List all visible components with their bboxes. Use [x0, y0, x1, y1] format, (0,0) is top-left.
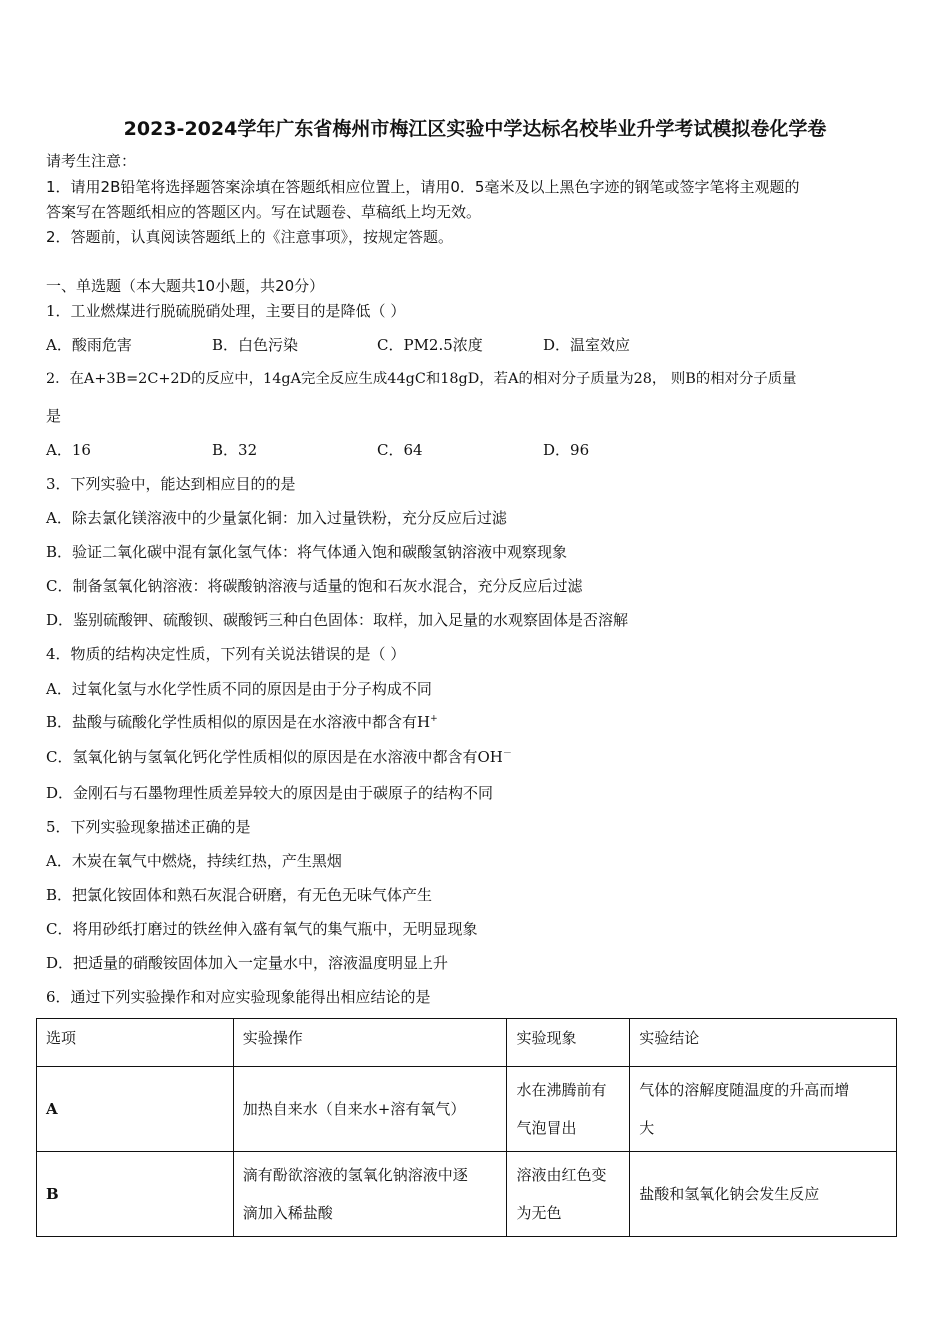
- row-b-phenomenon-line1: 溶液由红色变: [516, 1166, 607, 1184]
- q4-option-b: [46, 712, 438, 732]
- row-b-phenomenon: [507, 1152, 630, 1237]
- header-operation: 实验操作: [233, 1019, 507, 1067]
- q4-option-d: D．金刚石与石墨物理性质差异较大的原因是由于碳原子的结构不同: [46, 784, 494, 802]
- row-a-operation-line1: 加热自来水（自来水+溶有氧气）: [242, 1100, 466, 1118]
- row-b-conclusion: [630, 1152, 897, 1237]
- row-b-option: B: [37, 1152, 234, 1237]
- row-b-conclusion-line1: 盐酸和氢氧化钠会发生反应: [639, 1185, 820, 1203]
- q3-stem: 3．下列实验中，能达到相应目的的是: [46, 475, 296, 493]
- q4-option-c-charge: －: [502, 749, 512, 759]
- q3-option-b: B．验证二氧化碳中混有氯化氢气体：将气体通入饱和碳酸氢钠溶液中观察现象: [46, 543, 568, 561]
- row-a-operation: [233, 1067, 507, 1152]
- row-b-phenomenon-line2: 为无色: [516, 1204, 562, 1222]
- exam-title: 2023-2024学年广东省梅州市梅江区实验中学达标名校毕业升学考试模拟卷化学卷: [123, 118, 827, 140]
- row-b-operation-line1: 滴有酚欲溶液的氢氧化钠溶液中逐: [242, 1166, 468, 1184]
- row-b-operation-line2: 滴加入稀盐酸: [242, 1204, 333, 1222]
- row-b-operation: [233, 1152, 507, 1237]
- q2-option-d: D．96: [543, 441, 590, 459]
- q4-stem: 4．物质的结构决定性质，下列有关说法错误的是（ ）: [46, 645, 406, 663]
- q2-stem-cont: 是: [46, 407, 62, 425]
- q5-option-b: B．把氯化铵固体和熟石灰混合研磨，有无色无味气体产生: [46, 886, 433, 904]
- table-row: [37, 1067, 897, 1152]
- q5-option-d: D．把适量的硝酸铵固体加入一定量水中，溶液温度明显上升: [46, 954, 449, 972]
- q5-option-c: C．将用砂纸打磨过的铁丝伸入盛有氧气的集气瓶中，无明显现象: [46, 920, 478, 938]
- row-a-phenomenon-line1: 水在沸腾前有: [516, 1081, 607, 1099]
- q1-option-b: B．白色污染: [212, 336, 299, 354]
- q4-option-b-charge: +: [430, 714, 438, 724]
- row-a-conclusion: [630, 1067, 897, 1152]
- row-a-conclusion-line1: 气体的溶解度随温度的升高而增: [639, 1081, 850, 1099]
- header-phenomenon: 实验现象: [507, 1019, 630, 1067]
- table-header-row: [37, 1019, 897, 1067]
- q4-option-c: [46, 747, 512, 767]
- notice-line-2: 2．答题前，认真阅读答题纸上的《注意事项》，按规定答题。: [46, 228, 454, 246]
- notice-line-1-cont: 答案写在答题纸相应的答题区内。写在试题卷、草稿纸上均无效。: [46, 203, 482, 221]
- q1-option-d: D．温室效应: [543, 336, 631, 354]
- row-a-option: A: [37, 1067, 234, 1152]
- q3-option-a: A．除去氯化镁溶液中的少量氯化铜：加入过量铁粉，充分反应后过滤: [46, 509, 507, 527]
- header-option: 选项: [37, 1019, 234, 1067]
- header-conclusion: 实验结论: [630, 1019, 897, 1067]
- q6-table: [36, 1018, 897, 1237]
- q5-stem: 5．下列实验现象描述正确的是: [46, 818, 251, 836]
- q1-stem: 1．工业燃煤进行脱硫脱硝处理，主要目的是降低（ ）: [46, 302, 406, 320]
- section-heading: 一、单选题（本大题共10小题，共20分）: [46, 277, 325, 295]
- q1-option-a: A．酸雨危害: [46, 336, 132, 354]
- q1-option-c: C．PM2.5浓度: [377, 336, 483, 354]
- notice-heading: 请考生注意：: [46, 152, 137, 170]
- q2-stem: 2．在A+3B=2C+2D的反应中，14gA完全反应生成44gC和18gD，若A的相对分子质量为28， 则B的相对分子质量: [46, 371, 797, 387]
- q4-option-b-text: B．盐酸与硫酸化学性质相似的原因是在水溶液中都含有H: [46, 713, 431, 731]
- notice-line-1: 1．请用2B铅笔将选择题答案涂填在答题纸相应位置上，请用0．5毫米及以上黑色字迹的钢笔或签字笔将主观题的: [46, 178, 800, 196]
- row-a-conclusion-line2: 大: [639, 1119, 655, 1137]
- q2-option-b: B．32: [212, 441, 258, 459]
- q2-option-a: A．16: [46, 441, 91, 459]
- row-a-phenomenon-line2: 气泡冒出: [516, 1119, 577, 1137]
- q5-option-a: A．木炭在氧气中燃烧，持续红热，产生黑烟: [46, 852, 342, 870]
- q6-stem: 6．通过下列实验操作和对应实验现象能得出相应结论的是: [46, 988, 431, 1006]
- q4-option-c-text: C．氢氧化钠与氢氧化钙化学性质相似的原因是在水溶液中都含有OH: [46, 748, 503, 766]
- row-a-phenomenon: [507, 1067, 630, 1152]
- q3-option-d: D．鉴别硫酸钾、硫酸钡、碳酸钙三种白色固体：取样，加入足量的水观察固体是否溶解: [46, 611, 629, 629]
- table-row: [37, 1152, 897, 1237]
- q3-option-c: C．制备氢氧化钠溶液：将碳酸钠溶液与适量的饱和石灰水混合，充分反应后过滤: [46, 577, 583, 595]
- q4-option-a: A．过氧化氢与水化学性质不同的原因是由于分子构成不同: [46, 680, 432, 698]
- q2-option-c: C．64: [377, 441, 423, 459]
